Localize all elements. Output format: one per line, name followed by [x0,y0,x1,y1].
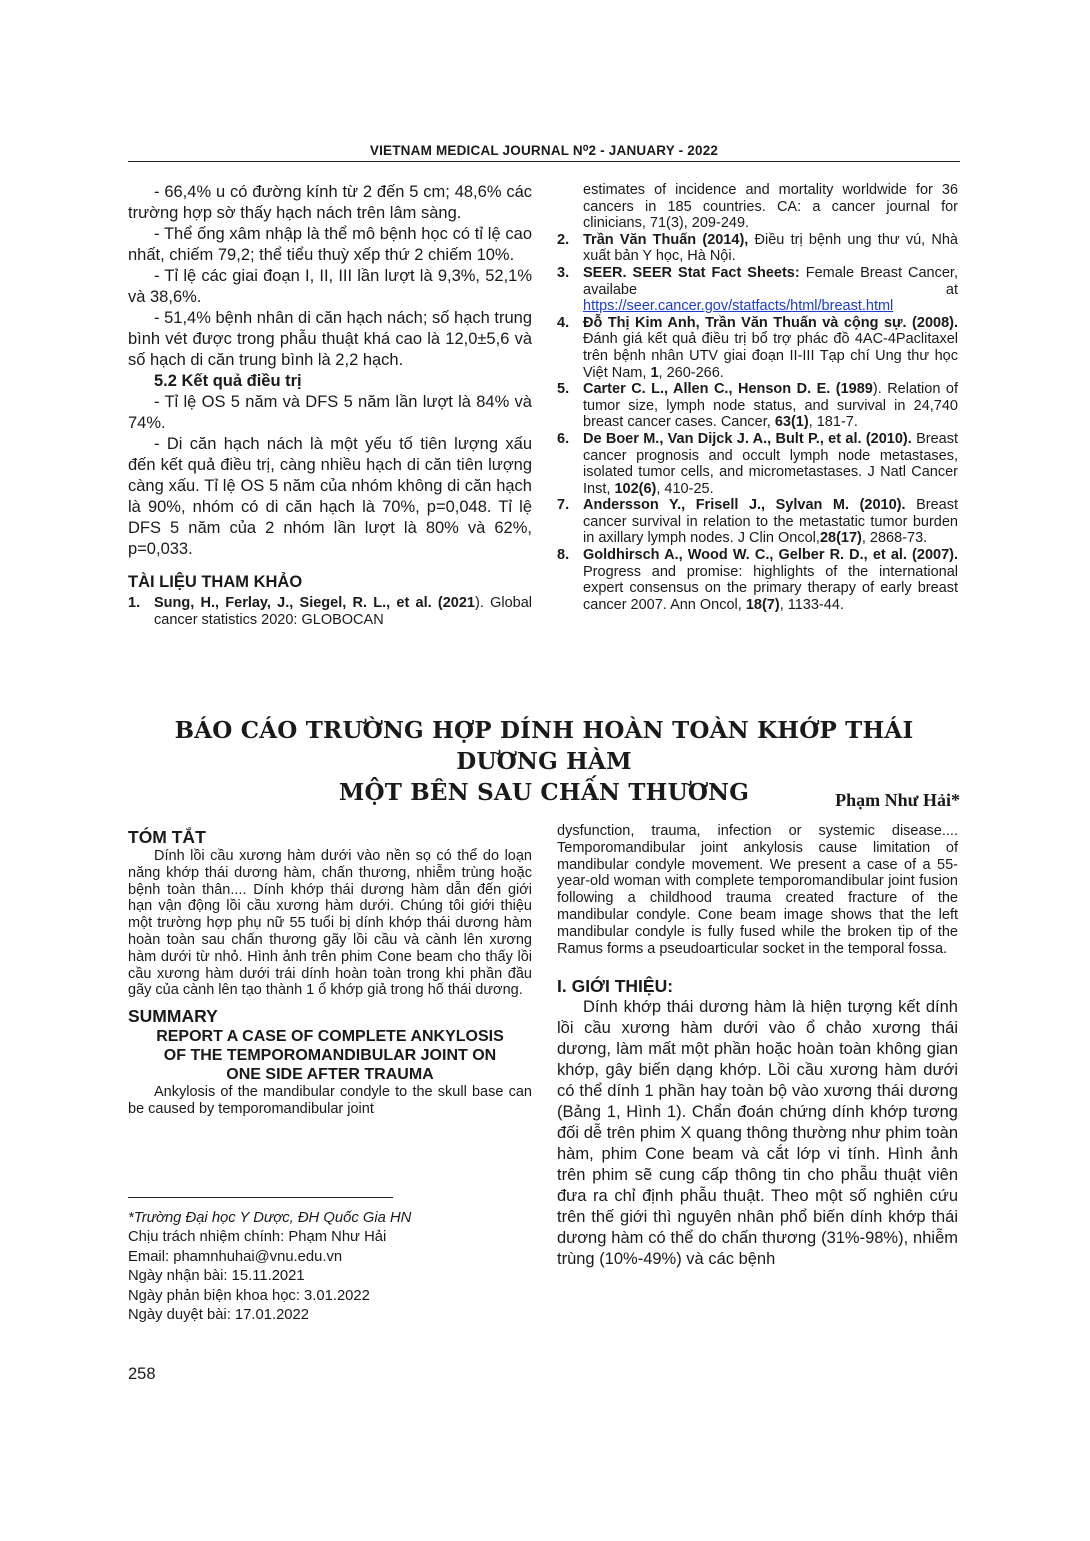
references-heading: TÀI LIỆU THAM KHẢO [128,573,303,591]
reference-item [557,315,958,381]
reference-authors: Carter C. L., Allen C., Henson D. E. (1989 [583,381,873,398]
reference-volume: 102(6) [614,480,657,497]
article-title-line-2: MỘT BÊN SAU CHẤN THƯƠNG [338,779,750,806]
reference-number: 6. [557,430,570,447]
reference-number: 4. [557,314,570,331]
introduction-text: Dính khớp thái dương hàm là hiện tượng kết dính lồi cầu xương hàm dưới vào ổ chảo xương thái dương, làm mất một phần hoặc hoàn toàn không gian khớp, gây biến dạng khớp. Lồi cầu xương hàm dưới có thể dính 1 phần hay toàn bộ vào xương thái dương (Bảng 1, Hình 1). Chẩn đoán chứng dính khớp tương đối dễ trên phim X quang thông thường như phim toàn hàm, phim Cone beam và cắt lớp vi tính. Hình ảnh trên phim sẽ cung cấp thông tin cho phẫu thuật viên đưa ra chỉ định phẫu thuật. Theo một số nghiên cứu trên thế giới thì nguyên nhân phổ biến dính khớp thái dương hàm có thể do chấn thương (31%-98%), nhiễm trùng (10%-49%) và các bệnh [557,998,958,1269]
footnote-received: Ngày nhận bài: 15.11.2021 [128,1268,305,1285]
reference-number: 5. [557,381,570,398]
reference-authors: Goldhirsch A., Wood W. C., Gelber R. D., et al. (2007). [583,547,958,564]
reference-text: Điều trị bệnh ung thư vú, Nhà xuất bản Y học, Hà Nội. [583,231,958,265]
reference-item [128,595,532,628]
reference-authors: Andersson Y., Frisell J., Sylvan M. (2010). [583,497,906,514]
article-title-line-1: BÁO CÁO TRƯỜNG HỢP DÍNH HOÀN TOÀN KHỚP THÁI DƯƠNG HÀM [174,717,914,775]
reference-item [557,265,958,315]
abstract-text: Dính lồi cầu xương hàm dưới vào nền sọ có thể do loạn năng khớp thái dương hàm, chấn thương, nhiễm trùng hoặc bệnh toàn thân.... Dính khớp thái dương hàm dẫn đến giới hạn vận động lồi cầu xương hàm dưới. Chúng tôi giới thiệu một trường hợp phụ nữ 55 tuổi bị dính khớp thái dương hàm hoàn toàn sau chấn thương gãy lồi cầu và cành lên xương hàm dưới từ nhỏ. Hình ảnh trên phim Cone beam cho thấy lồi cầu xương hàm dưới trái dính hoàn toàn trong khi phần đầu gãy của cành lên tạo thành 1 ổ khớp giả trong hố thái dương. [128,848,532,999]
footnote-responsible: Chịu trách nhiệm chính: Phạm Như Hải [128,1229,387,1246]
left-column-results [128,182,532,628]
reference-item [557,547,958,613]
reference-number: 3. [557,264,570,281]
reference-number: 8. [557,547,570,564]
right-column-article [557,823,958,1270]
reference-authors: Đỗ Thị Kim Anh, Trần Văn Thuấn và cộng sự. (2008). [583,314,958,331]
reference-text: Đánh giá kết quả điều trị bổ trợ phác đồ 4AC-4Paclitaxel trên bệnh nhân UTV giai đoạn II-III Tạp chí Ung thư học Việt Nam, [583,331,958,381]
reference-number: 1. [128,595,141,611]
results-paragraph-1: - 66,4% u có đường kính từ 2 đến 5 cm; 48,6% các trường hợp sờ thấy hạch nách trên lâm sàng. [128,183,532,222]
reference-authors: Trần Văn Thuấn (2014), [583,231,749,248]
summary-heading: SUMMARY [128,1006,218,1027]
reference-authors: SEER. SEER Stat Fact Sheets: [583,264,800,281]
reference-item [557,232,958,265]
reference-volume: 1 [650,364,659,381]
reference-authors: Sung, H., Ferlay, J., Siegel, R. L., et al. (2021 [154,595,475,611]
footnote-accepted: Ngày duyệt bài: 17.01.2022 [128,1307,309,1324]
reference-item [557,381,958,431]
footnote-divider [128,1197,393,1198]
subheading-treatment-results: 5.2 Kết quả điều trị [154,372,302,390]
results-paragraph-4: - 51,4% bệnh nhân di căn hạch nách; số hạch trung bình vét được trong phẫu thuật khá cao là 12,0±5,6 và số hạch di căn trung bình là 2,2 hạch. [128,309,532,369]
reference-text: estimates of incidence and mortality worldwide for 36 cancers in 185 countries. CA: a cancer journal for clinicians, 71(3), 209-249. [583,182,958,232]
summary-title-line-3: ONE SIDE AFTER TRAUMA [226,1066,434,1084]
results-paragraph-6: - Di căn hạch nách là một yếu tố tiên lượng xấu đến kết quả điều trị, càng nhiều hạch di căn tiên lượng càng xấu. Tỉ lệ OS 5 năm của nhóm không di căn hạch là 90%, nhóm có di căn hạch là 70%, p=0,048. Tỉ lệ DFS 5 năm của 2 nhóm lần lượt là 80% và 62%, p=0,033. [128,435,532,558]
reference-volume: 28(17) [819,530,862,547]
reference-volume: 63(1) [774,414,809,431]
reference-item-continued [557,182,958,232]
results-paragraph-5: - Tỉ lệ OS 5 năm và DFS 5 năm lần lượt là 84% và 74%. [128,393,532,432]
abstract-heading: TÓM TẮT [128,827,206,847]
summary-text-continued: dysfunction, trauma, infection or systemic disease.... Temporomandibular joint ankylosis cause limitation of mandibular condyle movement. We present a case of a 55-year-old woman with complete temporomandibular joint fusion following a childhood trauma created fracture of the mandibular condyle. Cone beam image shows that the left mandibular condyle is fully fused while the broken tip of the Ramus forms a pseudoarticular socket in the temporal fossa. [557,823,958,957]
footnote-affiliation: *Trường Đại học Y Dược, ĐH Quốc Gia HN [128,1210,412,1226]
reference-text: ). Relation of tumor size, lymph node status, and survival in 24,740 breast cancer cases. Cancer, [583,381,958,431]
reference-authors: De Boer M., Van Dijck J. A., Bult P., et al. (2010). [583,430,912,447]
reference-pages: , 181-7. [808,414,858,431]
reference-link[interactable]: https://seer.cancer.gov/statfacts/html/breast.html [583,298,894,315]
footnote [128,1209,532,1325]
reference-pages: , 1133-44. [779,596,844,613]
summary-title-line-2: OF THE TEMPOROMANDIBULAR JOINT ON [163,1047,497,1065]
reference-text: Female Breast Cancer, availabe at [583,264,958,298]
page-number: 258 [128,1365,156,1383]
reference-text: ). Global cancer statistics 2020: GLOBOCAN [154,595,532,628]
reference-volume: 18(7) [745,596,780,613]
header-divider [128,161,960,162]
results-paragraph-3: - Tỉ lệ các giai đoạn I, II, III lần lượt là 9,3%, 52,1% và 38,6%. [128,267,532,306]
reference-item [557,497,958,547]
reference-item [557,431,958,497]
reference-number: 7. [557,497,570,514]
article-author: Phạm Như Hải* [835,790,960,810]
footnote-email: Email: phamnhuhai@vnu.edu.vn [128,1248,343,1265]
reference-pages: , 260-266. [658,364,724,381]
abstract-column [128,826,532,1118]
footnote-reviewed: Ngày phản biện khoa học: 3.01.2022 [128,1287,370,1304]
results-paragraph-2: - Thể ống xâm nhập là thể mô bệnh học có tỉ lệ cao nhất, chiếm 79,2; thể tiểu thuỳ xếp thứ 2 chiếm 10%. [128,225,532,264]
summary-title-line-1: REPORT A CASE OF COMPLETE ANKYLOSIS [156,1028,504,1046]
right-column-references [557,182,958,613]
reference-text: Breast cancer survival in relation to the metastatic tumor burden in axillary lymph nodes. J Clin Oncol, [583,497,959,547]
reference-pages: , 2868-73. [861,530,928,547]
journal-header: VIETNAM MEDICAL JOURNAL N⁰2 - JANUARY - 2022 [369,143,719,158]
introduction-heading: I. GIỚI THIỆU: [557,976,674,997]
reference-number: 2. [557,231,570,248]
reference-pages: , 410-25. [656,480,714,497]
reference-text: Breast cancer prognosis and occult lymph node metastases, isolated tumor cells, and micrometastases. J Natl Cancer Inst, [583,430,958,497]
summary-text-start: Ankylosis of the mandibular condyle to the skull base can be caused by temporomandibular joint [128,1084,532,1117]
reference-text: Progress and promise: highlights of the international expert consensus on the primary therapy of early breast cancer 2007. Ann Oncol, [583,563,958,613]
